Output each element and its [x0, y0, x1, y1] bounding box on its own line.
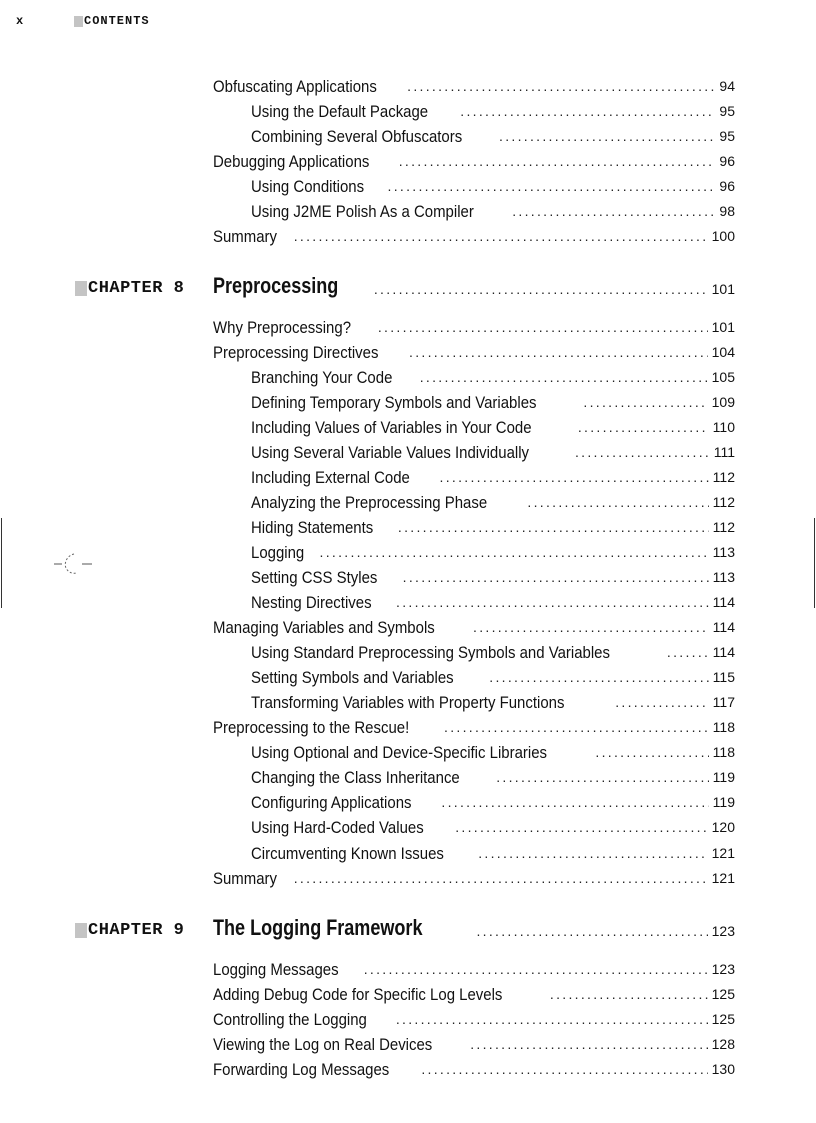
toc-entry-title: Including External Code [251, 468, 410, 487]
toc-entry-title: Logging [251, 543, 305, 562]
toc-entry[interactable] [213, 74, 735, 96]
toc-entry-title: Branching Your Code [251, 368, 393, 387]
toc-entry-title: Nesting Directives [251, 593, 372, 612]
dot-leader [578, 418, 709, 437]
toc-entry-page: 105 [711, 369, 735, 385]
toc-entry[interactable] [251, 590, 735, 612]
toc-entry-title: Using J2ME Polish As a Compiler [251, 202, 474, 221]
toc-entry[interactable] [251, 790, 735, 812]
toc-entry-title: Analyzing the Preprocessing Phase [251, 493, 488, 512]
dot-leader [444, 718, 709, 737]
running-head-title: CONTENTS [84, 14, 150, 28]
toc-entry[interactable] [251, 99, 735, 121]
toc-entry-title: Preprocessing to the Rescue! [213, 718, 410, 737]
toc-entry-title: Controlling the Logging [213, 1010, 367, 1029]
dot-leader [294, 869, 708, 888]
toc-entry-page: 117 [712, 694, 735, 710]
dot-leader [399, 152, 716, 171]
toc-entry-page: 94 [719, 78, 735, 94]
square-bullet-icon [74, 16, 83, 27]
dot-leader [550, 985, 708, 1004]
toc-entry-title: Changing the Class Inheritance [251, 768, 460, 787]
toc-entry[interactable] [213, 866, 735, 888]
toc-entry-page: 128 [711, 1036, 735, 1052]
toc-entry[interactable] [213, 1032, 735, 1054]
toc-entry-title: Obfuscating Applications [213, 77, 377, 96]
toc-entry-page: 125 [711, 1011, 735, 1027]
chapter-title: The Logging Framework [213, 915, 423, 940]
toc-entry[interactable] [251, 415, 735, 437]
running-head [16, 13, 150, 29]
toc-entry-title: Why Preprocessing? [213, 318, 352, 337]
dot-leader [396, 593, 709, 612]
chapter-8-heading[interactable] [213, 271, 735, 299]
toc-entry-title: Transforming Variables with Property Functions [251, 693, 565, 712]
toc-entry-page: 115 [712, 669, 735, 685]
toc-entry-title: Including Values of Variables in Your Code [251, 418, 532, 437]
toc-entry[interactable] [251, 815, 735, 837]
toc-entry-page: 110 [712, 419, 735, 435]
toc-entry-title: Forwarding Log Messages [213, 1060, 390, 1079]
crop-mark-left [1, 518, 2, 608]
toc-entry-title: Using Standard Preprocessing Symbols and Variables [251, 643, 610, 662]
toc-entry-page: 120 [711, 819, 735, 835]
toc-entry-title: Adding Debug Code for Specific Log Levels [213, 985, 503, 1004]
toc-entry[interactable] [251, 690, 735, 712]
toc-entry[interactable] [251, 465, 735, 487]
toc-entry[interactable] [251, 490, 735, 512]
toc-entry-title: Using Conditions [251, 177, 365, 196]
chapter-9-label [75, 920, 184, 940]
toc-entry[interactable] [251, 199, 735, 221]
chapter-8-label [75, 278, 184, 298]
toc-entry-page: 113 [712, 569, 735, 585]
toc-entry-title: Summary [213, 227, 278, 246]
dot-leader [496, 768, 708, 787]
toc-entry-page: 100 [711, 228, 735, 244]
toc-entry-page: 119 [712, 794, 735, 810]
toc-entry-page: 111 [713, 444, 735, 460]
toc-entry-title: Defining Temporary Symbols and Variables [251, 393, 537, 412]
toc-entry[interactable] [213, 315, 735, 337]
toc-entry-title: Hiding Statements [251, 518, 374, 537]
dot-leader [398, 518, 709, 537]
toc-entry[interactable] [251, 124, 735, 146]
toc-entry[interactable] [251, 515, 735, 537]
toc-entry-page: 112 [712, 519, 735, 535]
toc-entry-page: 121 [711, 870, 735, 886]
dot-leader [396, 1010, 708, 1029]
dot-leader [575, 443, 710, 462]
dot-leader [615, 693, 708, 712]
dot-leader [374, 280, 708, 299]
toc-entry[interactable] [251, 665, 735, 687]
toc-entry-page: 125 [711, 986, 735, 1002]
dot-leader [470, 1035, 707, 1054]
dot-leader [440, 468, 709, 487]
toc-entry-page: 118 [712, 744, 735, 760]
dot-leader [403, 568, 709, 587]
crop-mark-right [814, 518, 815, 608]
toc-entry-page: 119 [712, 769, 735, 785]
toc-entry[interactable] [251, 740, 735, 762]
dot-leader [294, 227, 708, 246]
toc-entry[interactable] [213, 982, 735, 1004]
toc-entry-page: 130 [711, 1061, 735, 1077]
toc-entry-title: Combining Several Obfuscators [251, 127, 463, 146]
toc-entry[interactable] [251, 390, 735, 412]
toc-entry-page: 123 [711, 961, 735, 977]
toc-entry-page: 96 [719, 153, 735, 169]
toc-entry-title: Using the Default Package [251, 102, 429, 121]
toc-entry[interactable] [213, 1007, 735, 1029]
dot-leader [473, 618, 709, 637]
toc-entry[interactable] [251, 174, 735, 196]
dot-leader [595, 743, 708, 762]
chapter-label-text: CHAPTER 8 [88, 278, 185, 298]
toc-entry[interactable] [213, 149, 735, 171]
toc-entry[interactable] [251, 565, 735, 587]
dot-leader [441, 793, 708, 812]
dot-leader [499, 127, 715, 146]
toc-entry[interactable] [213, 224, 735, 246]
toc-entry[interactable] [213, 957, 735, 979]
toc-entry-page: 109 [711, 394, 735, 410]
dot-leader [667, 643, 709, 662]
toc-entry-page: 114 [712, 594, 735, 610]
toc-entry-title: Using Hard-Coded Values [251, 818, 424, 837]
dot-leader [407, 77, 715, 96]
toc-entry[interactable] [251, 440, 735, 462]
toc-entry-page: 95 [719, 128, 735, 144]
dot-leader [476, 922, 707, 941]
toc-entry-page: 112 [712, 494, 735, 510]
dot-leader [378, 318, 708, 337]
toc-entry-title: Managing Variables and Symbols [213, 618, 435, 637]
toc-entry-title: Circumventing Known Issues [251, 844, 444, 863]
toc-entry-page: 95 [719, 103, 735, 119]
dot-leader [455, 818, 707, 837]
toc-entry-title: Logging Messages [213, 960, 339, 979]
toc-entry-title: Setting Symbols and Variables [251, 668, 454, 687]
chapter-page: 123 [711, 923, 735, 939]
chapter-9-heading[interactable] [213, 913, 735, 941]
toc-entry[interactable] [213, 615, 735, 637]
toc-entry[interactable] [251, 365, 735, 387]
dot-leader [478, 844, 707, 863]
toc-entry-page: 113 [712, 544, 735, 560]
dot-leader [527, 493, 708, 512]
registration-mark-icon [52, 548, 94, 578]
toc-entry-page: 118 [712, 719, 735, 735]
chapter-page: 101 [711, 281, 735, 297]
toc-entry[interactable] [213, 715, 735, 737]
dot-leader [460, 102, 715, 121]
toc-entry-title: Configuring Applications [251, 793, 412, 812]
dot-leader [409, 343, 708, 362]
square-bullet-icon [75, 281, 87, 296]
toc-entry-title: Using Several Variable Values Individually [251, 443, 530, 462]
toc-entry-page: 96 [719, 178, 735, 194]
dot-leader [388, 177, 716, 196]
page-number: x [16, 14, 25, 28]
chapter-title: Preprocessing [213, 273, 339, 298]
dot-leader [512, 202, 715, 221]
toc-entry[interactable] [251, 841, 735, 863]
chapter-label-text: CHAPTER 9 [88, 920, 185, 940]
dot-leader [583, 393, 707, 412]
dot-leader [421, 1060, 707, 1079]
toc-entry-title: Viewing the Log on Real Devices [213, 1035, 433, 1054]
toc-entry[interactable] [213, 340, 735, 362]
toc-entry-page: 104 [711, 344, 735, 360]
dot-leader [420, 368, 708, 387]
toc-entry-title: Summary [213, 869, 278, 888]
toc-entry-title: Using Optional and Device-Specific Libraries [251, 743, 548, 762]
dot-leader [320, 543, 709, 562]
toc-entry[interactable] [213, 1057, 735, 1079]
toc-entry-page: 121 [711, 845, 735, 861]
toc-entry-page: 114 [712, 644, 735, 660]
toc-entry-page: 112 [712, 469, 735, 485]
dot-leader [489, 668, 708, 687]
toc-entry-title: Setting CSS Styles [251, 568, 378, 587]
toc-entry-page: 101 [711, 319, 735, 335]
dot-leader [364, 960, 708, 979]
toc-entry[interactable] [251, 540, 735, 562]
toc-entry-title: Debugging Applications [213, 152, 370, 171]
toc-entry-title: Preprocessing Directives [213, 343, 379, 362]
toc-entry[interactable] [251, 765, 735, 787]
toc-entry-page: 114 [712, 619, 735, 635]
toc-entry[interactable] [251, 640, 735, 662]
square-bullet-icon [75, 923, 87, 938]
toc-entry-page: 98 [719, 203, 735, 219]
